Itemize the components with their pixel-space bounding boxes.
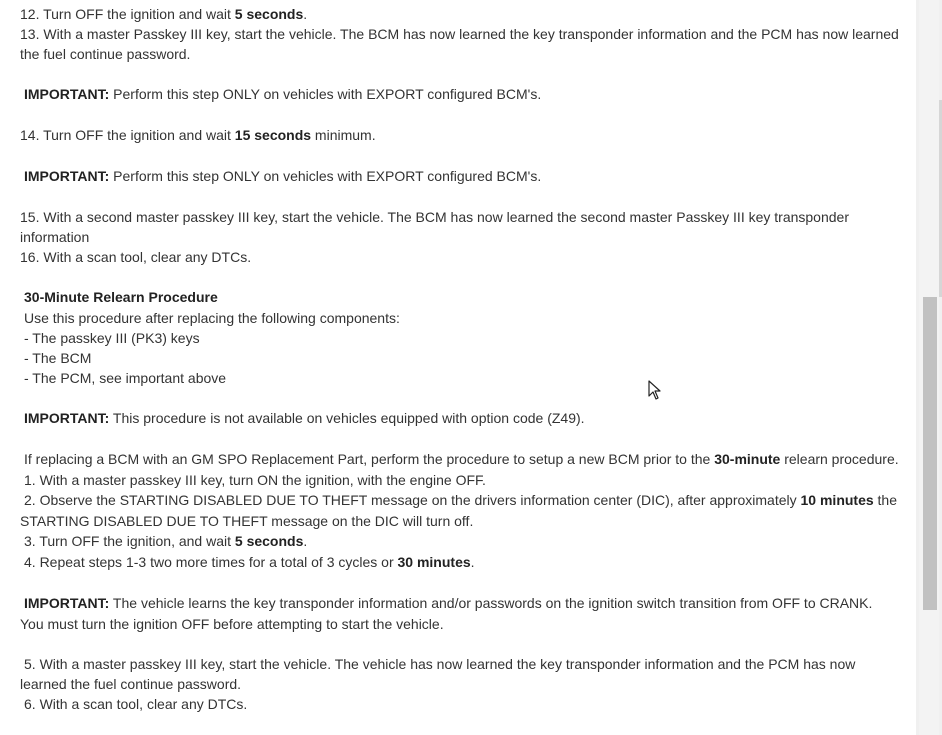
- text-line: 2. Observe the STARTING DISABLED DUE TO THEFT message on the drivers information center (DIC), after approximately 10 minutes the: [24, 492, 898, 508]
- text-line: the fuel continue password.: [20, 46, 191, 62]
- important-note: IMPORTANT: This procedure is not available on vehicles equipped with option code (Z49).: [24, 410, 585, 426]
- text-line: 1. With a master passkey III key, turn ON the ignition, with the engine OFF.: [24, 472, 486, 488]
- text-line: 16. With a scan tool, clear any DTCs.: [20, 249, 252, 265]
- text-line: learned the fuel continue password.: [20, 676, 242, 692]
- text-line: If replacing a BCM with an GM SPO Replacement Part, perform the procedure to setup a new BCM prior to the 30-minute relearn procedure.: [24, 451, 899, 467]
- section-heading: 30-Minute Relearn Procedure: [24, 289, 218, 305]
- list-item: - The BCM: [24, 350, 92, 366]
- text-line: 6. With a scan tool, clear any DTCs.: [24, 696, 248, 712]
- text-line: 5. With a master passkey III key, start the vehicle. The vehicle has now learned the key transponder information and the PCM has now: [24, 656, 856, 672]
- mouse-pointer-icon: [648, 380, 664, 402]
- scrollbar-track[interactable]: [919, 0, 939, 735]
- important-note: IMPORTANT: Perform this step ONLY on vehicles with EXPORT configured BCM's.: [24, 86, 542, 102]
- list-item: - The PCM, see important above: [24, 370, 227, 386]
- important-note: IMPORTANT: The vehicle learns the key transponder information and/or passwords on the ignition switch transition from OFF to CRANK.: [24, 595, 873, 611]
- text-line: 12. Turn OFF the ignition and wait 5 seconds.: [20, 6, 308, 22]
- list-item: - The passkey III (PK3) keys: [24, 330, 200, 346]
- text-line: 15. With a second master passkey III key, start the vehicle. The BCM has now learned the second master Passkey III key transponder: [20, 209, 849, 225]
- text-line: 3. Turn OFF the ignition, and wait 5 seconds.: [24, 533, 308, 549]
- scrollbar-thumb[interactable]: [923, 297, 937, 610]
- important-note: IMPORTANT: Perform this step ONLY on vehicles with EXPORT configured BCM's.: [24, 168, 542, 184]
- text-line: 13. With a master Passkey III key, start the vehicle. The BCM has now learned the key transponder information and the PCM has now learned: [20, 26, 899, 42]
- text-line: information: [20, 229, 90, 245]
- text-line: STARTING DISABLED DUE TO THEFT message on the DIC will turn off.: [20, 513, 474, 529]
- text-line: You must turn the ignition OFF before attempting to start the vehicle.: [20, 616, 444, 632]
- text-line: 4. Repeat steps 1-3 two more times for a total of 3 cycles or 30 minutes.: [24, 554, 475, 570]
- text-line: 14. Turn OFF the ignition and wait 15 seconds minimum.: [20, 127, 376, 143]
- vertical-scrollbar[interactable]: [916, 0, 942, 735]
- text-line: Use this procedure after replacing the following components:: [24, 310, 400, 326]
